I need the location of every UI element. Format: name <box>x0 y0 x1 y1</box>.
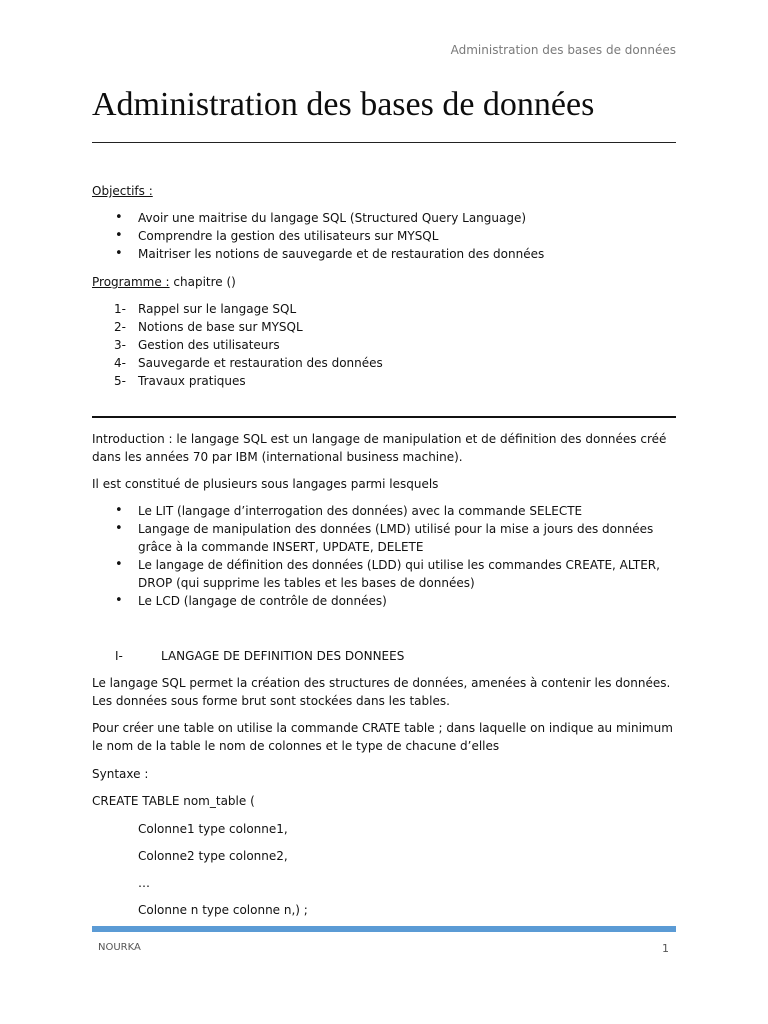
programme-heading <box>92 273 676 291</box>
item-number: 5- <box>114 374 126 388</box>
item-number: 1- <box>114 302 126 316</box>
item-number: 2- <box>114 320 126 334</box>
section-number: I- <box>115 649 123 663</box>
footer-bar <box>92 926 676 932</box>
item-text: Gestion des utilisateurs <box>138 338 280 352</box>
sublanguages-list <box>92 502 676 610</box>
list-item: • Le LCD (langage de contrôle de données) <box>92 592 676 610</box>
document-title: Administration des bases de données <box>92 86 595 123</box>
title-rule <box>92 142 676 143</box>
section-paragraph-2: Pour créer une table on utilise la commande CRATE table ; dans laquelle on indique au minimum le nom de la table le nom de colonnes et le type de chacune d’elles <box>92 721 673 753</box>
code-line: Colonne1 type colonne1, <box>138 822 288 836</box>
objectifs-heading <box>92 182 676 200</box>
footer-author: NOURKA <box>98 942 141 953</box>
page-number: 1 <box>662 942 669 955</box>
list-item <box>92 300 676 318</box>
code-line: CREATE TABLE nom_table ( <box>92 794 255 808</box>
list-item <box>92 318 676 336</box>
section-rule <box>92 416 676 418</box>
code-line: … <box>138 876 150 890</box>
list-item <box>92 372 676 390</box>
list-item: • Maitriser les notions de sauvegarde et de restauration des données <box>92 245 676 263</box>
list-item <box>92 336 676 354</box>
item-text: Notions de base sur MYSQL <box>138 320 303 334</box>
list-item: • Langage de manipulation des données (LMD) utilisé pour la mise a jours des données grâce à la commande INSERT, UPDATE, DELETE <box>92 520 676 556</box>
introduction-paragraph: Introduction : le langage SQL est un langage de manipulation et de définition des données créé dans les années 70 par IBM (international business machine). <box>92 432 667 464</box>
programme-suffix: chapitre () <box>173 275 236 289</box>
item-text: Rappel sur le langage SQL <box>138 302 297 316</box>
programme-list <box>92 300 676 390</box>
code-line: Colonne n type colonne n,) ; <box>138 903 308 917</box>
item-text: Sauvegarde et restauration des données <box>138 356 383 370</box>
objectifs-label: Objectifs : <box>92 184 153 198</box>
list-item: • Le langage de définition des données (LDD) qui utilise les commandes CREATE, ALTER, DROP (qui supprime les tables et les bases de données) <box>92 556 676 592</box>
item-number: 3- <box>114 338 126 352</box>
list-item: • Le LIT (langage d’interrogation des données) avec la commande SELECTE <box>92 502 676 520</box>
list-item: • Avoir une maitrise du langage SQL (Structured Query Language) <box>92 209 676 227</box>
running-header: Administration des bases de données <box>450 43 676 57</box>
programme-label: Programme : <box>92 275 170 289</box>
syntax-label: Syntaxe : <box>92 767 149 781</box>
section-heading <box>92 647 676 665</box>
code-line: Colonne2 type colonne2, <box>138 849 288 863</box>
section-title: LANGAGE DE DEFINITION DES DONNEES <box>161 649 405 663</box>
introduction-lead: Il est constitué de plusieurs sous langages parmi lesquels <box>92 477 439 491</box>
item-number: 4- <box>114 356 126 370</box>
objectifs-list <box>92 209 676 263</box>
section-paragraph-1: Le langage SQL permet la création des structures de données, amenées à contenir les données. Les données sous forme brut sont stockées dans les tables. <box>92 676 671 708</box>
item-text: Travaux pratiques <box>138 374 246 388</box>
list-item: • Comprendre la gestion des utilisateurs sur MYSQL <box>92 227 676 245</box>
list-item <box>92 354 676 372</box>
